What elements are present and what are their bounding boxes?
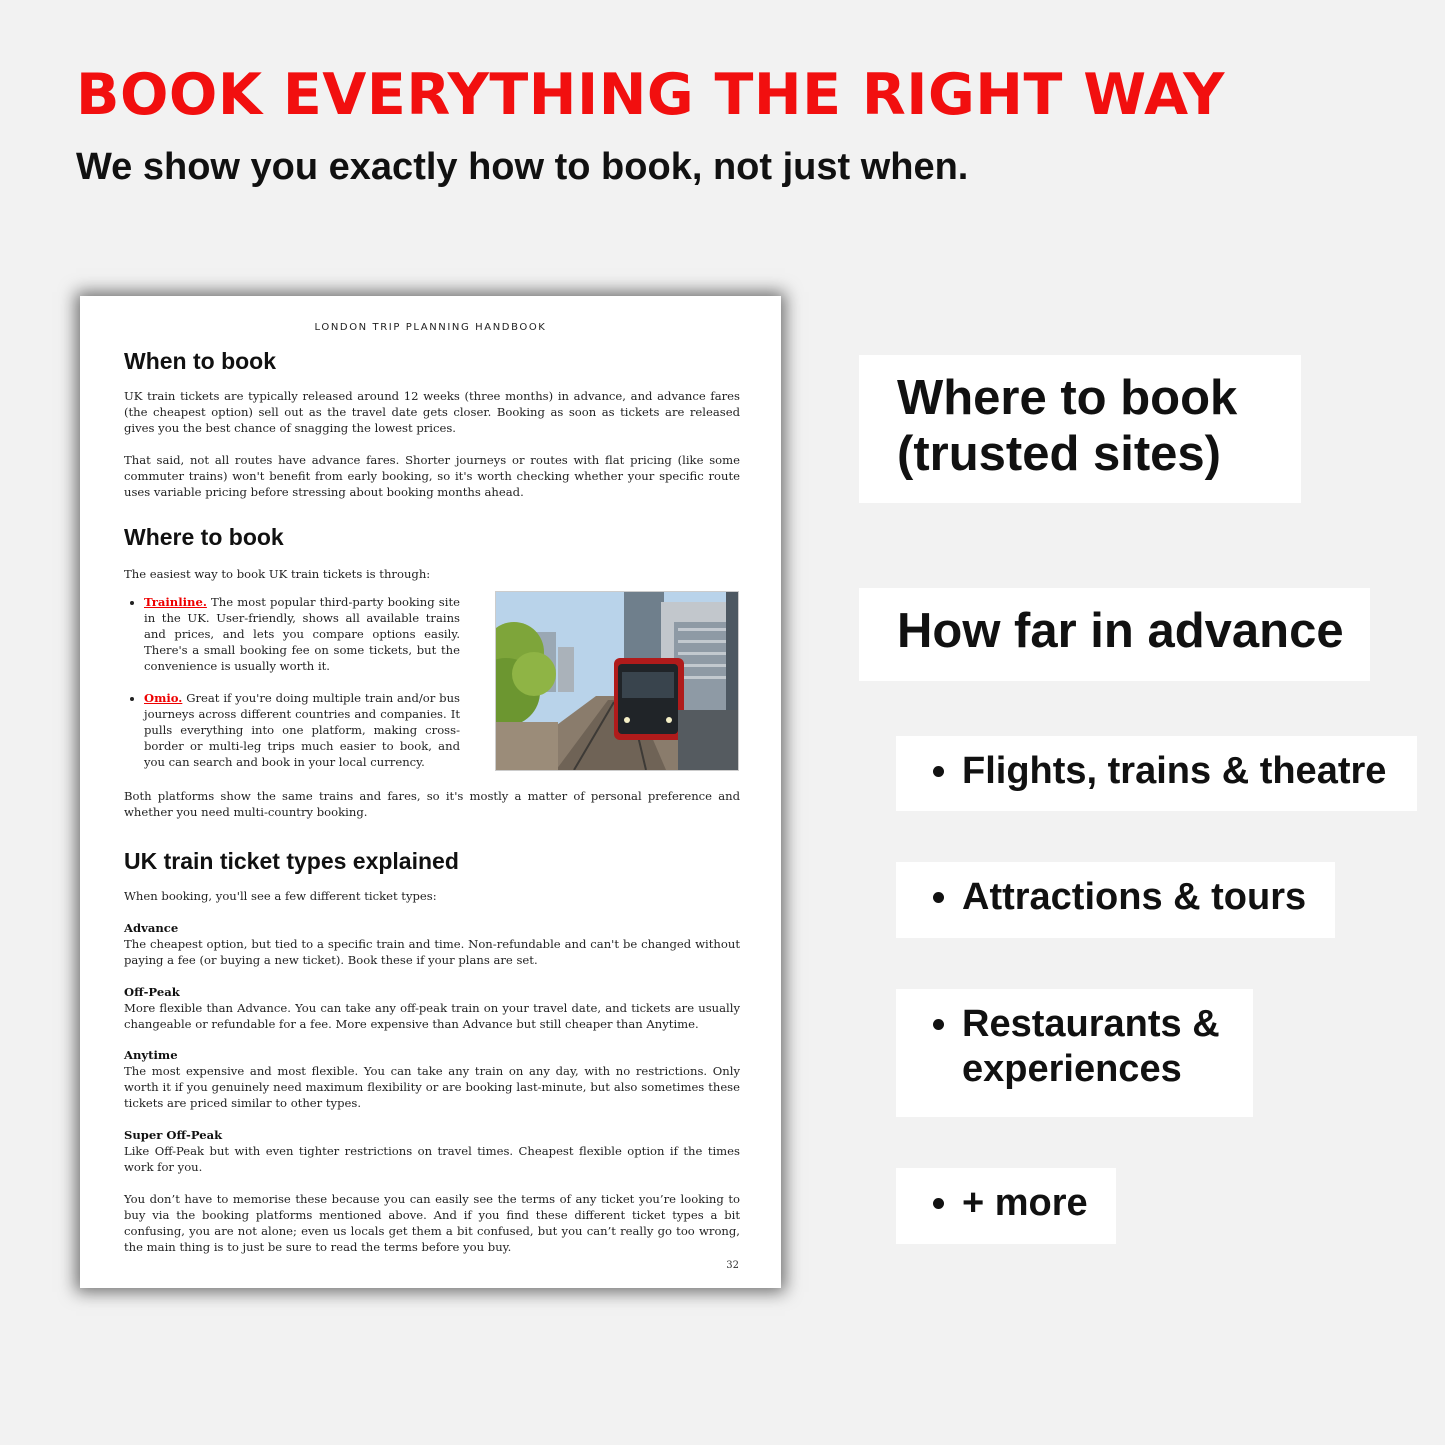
callout-how-far-in-advance: [859, 588, 1370, 681]
anytime-title: Anytime: [124, 1048, 178, 1062]
callout-where-line1: Where to book: [897, 371, 1238, 425]
subheadline: We show you exactly how to book, not just when.: [76, 146, 969, 188]
callout-flights-trains-theatre: [896, 736, 1417, 811]
callout-restaurants-item: [962, 1002, 1253, 1092]
heading-where-to-book: Where to book: [124, 524, 284, 550]
ticket-type-advance: [124, 920, 740, 968]
where-outro: Both platforms show the same trains and fares, so it's mostly a matter of personal preference and whether you need multi-country booking.: [124, 789, 740, 819]
callout-restaurants-line2: experiences: [962, 1048, 1182, 1090]
booking-sites-list: [124, 594, 460, 786]
ticket-types-outro: You don’t have to memorise these because you can easily see the terms of any ticket you’re looking to buy via the booking platforms mentioned above. And if you find these different ticket types a bit confusing, you are not alone; even us locals get them a bit confused, but you can’t really go too wrong, the main thing is to just be sure to read the terms before you buy.: [124, 1192, 740, 1254]
callout-attractions-tours: [896, 862, 1335, 938]
heading-when-to-book: When to book: [124, 348, 277, 374]
omio-link[interactable]: Omio.: [144, 691, 183, 705]
callout-restaurants-experiences: [896, 989, 1253, 1117]
advance-title: Advance: [124, 921, 179, 935]
ticket-type-anytime: [124, 1047, 740, 1111]
advance-text: The cheapest option, but tied to a specific train and time. Non-refundable and can't be changed without paying a fee (or buying a new ticket). Book these if your plans are set.: [124, 937, 740, 967]
ticket-type-offpeak: [124, 984, 740, 1032]
super-offpeak-title: Super Off-Peak: [124, 1128, 223, 1142]
offpeak-title: Off-Peak: [124, 985, 180, 999]
trainline-link[interactable]: Trainline.: [144, 595, 207, 609]
callout-more: [896, 1168, 1116, 1244]
heading-ticket-types: UK train ticket types explained: [124, 848, 459, 874]
ticket-types-intro: When booking, you'll see a few different ticket types:: [124, 889, 437, 903]
callout-restaurants-line1: Restaurants &: [962, 1003, 1220, 1045]
when-paragraph-2: That said, not all routes have advance fares. Shorter journeys or routes with flat pricing (like some commuter trains) won't benefit from early booking, so it's worth checking whether your specific route uses variable pricing before stressing about booking months ahead.: [124, 453, 740, 499]
list-item-omio: [144, 690, 460, 770]
callout-attractions-item: • Attractions & tours: [962, 875, 1335, 920]
anytime-text: The most expensive and most flexible. You can take any train on any day, with no restrictions. Only worth it if you genuinely need maximum flexibility or are booking last-minute, but also sometimes these tickets are priced similar to other types.: [124, 1064, 740, 1110]
callout-more-item: • + more: [962, 1181, 1116, 1226]
callout-where-to-book: [859, 355, 1301, 503]
offpeak-text: More flexible than Advance. You can take any off-peak train on your travel date, and tickets are usually changeable or refundable for a fee. More expensive than Advance but still cheaper than Anytime.: [124, 1001, 740, 1031]
headline: BOOK EVERYTHING THE RIGHT WAY: [76, 62, 1225, 128]
super-offpeak-text: Like Off-Peak but with even tighter restrictions on travel times. Cheapest flexible option if the times work for you.: [124, 1144, 740, 1174]
callout-flights-item: • Flights, trains & theatre: [962, 749, 1417, 794]
train-photo: [495, 591, 739, 771]
ticket-type-super-offpeak: [124, 1127, 740, 1175]
omio-description: Great if you're doing multiple train and/or bus journeys across different countries and companies. It pulls everything into one platform, making cross-border or multi-leg trips much easier to book, and you can search and book in your local currency.: [144, 691, 460, 769]
page-number: 32: [726, 1260, 739, 1271]
trainline-description: The most popular third-party booking site in the UK. User-friendly, shows all available trains and prices, and lets you compare options easily. There's a small booking fee on some tickets, but the convenience is usually worth it.: [144, 595, 460, 673]
when-paragraph-1: UK train tickets are typically released around 12 weeks (three months) in advance, and advance fares (the cheapest option) sell out as the travel date gets closer. Booking as soon as tickets are released gives you the best chance of snagging the lowest prices.: [124, 389, 740, 435]
callout-where-line2: (trusted sites): [897, 427, 1222, 481]
handbook-page: [80, 296, 781, 1288]
callout-advance-text: How far in advance: [897, 604, 1344, 658]
where-intro: The easiest way to book UK train tickets is through:: [124, 567, 431, 581]
running-head: LONDON TRIP PLANNING HANDBOOK: [314, 322, 547, 333]
list-item-trainline: [144, 594, 460, 674]
